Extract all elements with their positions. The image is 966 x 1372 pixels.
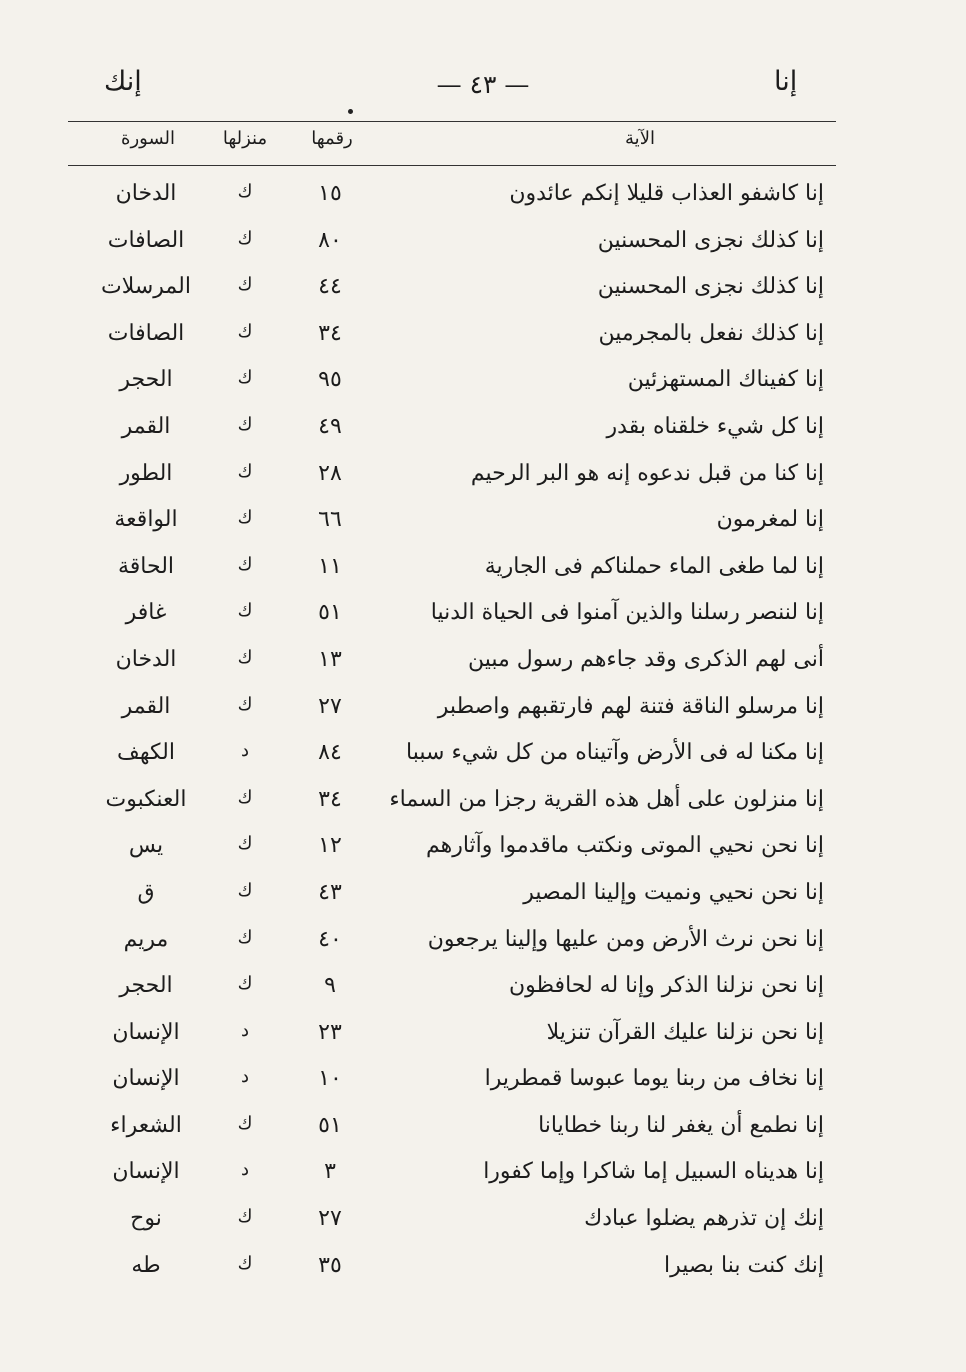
surah-name: الإنسان: [112, 1066, 180, 1092]
page-number: — ٤٣ —: [436, 70, 530, 99]
verse-number: ٢٨: [318, 460, 342, 486]
revelation-place: ك: [237, 926, 253, 948]
revelation-place: ك: [237, 600, 253, 622]
revelation-place: ك: [237, 227, 253, 249]
verse-text: إنا هديناه السبيل إما شاكرا وإما كفورا: [483, 1159, 824, 1185]
table-row: [0, 414, 966, 461]
surah-name: الحجر: [119, 367, 173, 393]
table-row: [0, 647, 966, 694]
surah-name: ق: [137, 879, 155, 905]
verse-text: إنا لمغرمون: [716, 507, 824, 533]
ink-dot: [348, 109, 353, 114]
verse-text: إنا منزلون على أهل هذه القرية رجزا من السماء: [389, 786, 824, 812]
revelation-place: د: [240, 1019, 249, 1041]
verse-number: ٨٠: [318, 227, 342, 253]
header-bottom-rule: [68, 165, 836, 166]
verse-number: ٣٤: [318, 320, 342, 346]
verse-number: ٢٧: [318, 693, 342, 719]
revelation-place: ك: [237, 786, 253, 808]
surah-name: الواقعة: [114, 507, 178, 533]
table-row: [0, 274, 966, 321]
surah-name: الكهف: [117, 740, 175, 766]
verse-text: إنا كاشفو العذاب قليلا إنكم عائدون: [509, 181, 824, 206]
verse-text: إنا نطمع أن يغفر لنا ربنا خطايانا: [538, 1112, 824, 1138]
verse-number: ٩: [324, 973, 336, 999]
table-row: [0, 1206, 966, 1253]
surah-name: المرسلات: [101, 274, 191, 300]
revelation-place: ك: [237, 181, 253, 202]
revelation-place: ك: [237, 367, 253, 389]
verse-number: ٦٦: [318, 507, 342, 533]
table-row: [0, 507, 966, 554]
surah-name: الطور: [119, 460, 173, 486]
verse-text: إنا مكنا له فى الأرض وآتيناه من كل شيء سببا: [406, 740, 824, 766]
table-row: [0, 1020, 966, 1067]
surah-name: الحاقة: [117, 553, 175, 579]
revelation-place: ك: [237, 1252, 253, 1274]
table-row: [0, 927, 966, 974]
table-row: [0, 600, 966, 647]
verse-number: ٤٣: [318, 879, 342, 905]
table-row: [0, 694, 966, 741]
verse-number: ١٠: [318, 1066, 342, 1092]
verse-number: ١٣: [318, 646, 342, 672]
verse-text: إنا نحن نزلنا الذكر وإنا له لحافظون: [508, 973, 824, 999]
surah-name: الصافات: [107, 320, 185, 346]
verse-text: إنا كل شيء خلقناه بقدر: [606, 413, 824, 439]
surah-name: نوح: [130, 1206, 162, 1232]
table-row: [0, 367, 966, 414]
surah-name: الإنسان: [112, 1159, 180, 1185]
verse-text: إنا نخاف من ربنا يوما عبوسا قمطريرا: [484, 1066, 824, 1092]
table-row: [0, 1253, 966, 1300]
column-header-number: رقمها: [311, 128, 353, 149]
verse-text: إنك كنت بنا بصيرا: [663, 1252, 824, 1278]
header-top-rule: [68, 121, 836, 122]
verse-text: إنا لما طغى الماء حملناكم فى الجارية: [484, 553, 824, 579]
verse-number: ٣٥: [318, 1252, 342, 1278]
revelation-place: ك: [237, 1112, 253, 1134]
verse-number: ٢٣: [318, 1019, 342, 1045]
revelation-place: د: [240, 1066, 249, 1088]
verse-number: ١٢: [318, 833, 342, 859]
surah-name: العنكبوت: [105, 786, 187, 812]
surah-name: الشعراء: [110, 1112, 182, 1138]
surah-name: القمر: [121, 693, 171, 719]
revelation-place: د: [240, 740, 249, 762]
revelation-place: ك: [237, 507, 253, 529]
surah-name: الإنسان: [112, 1019, 180, 1045]
revelation-place: ك: [237, 413, 253, 435]
table-row: [0, 181, 966, 228]
verse-text: إنا لننصر رسلنا والذين آمنوا فى الحياة الدنيا: [430, 600, 824, 626]
revelation-place: ك: [237, 879, 253, 901]
revelation-place: ك: [237, 553, 253, 575]
verse-number: ٩٥: [318, 367, 342, 393]
running-header-left: إنك: [104, 66, 142, 97]
table-row: [0, 321, 966, 368]
table-row: [0, 833, 966, 880]
revelation-place: د: [240, 1159, 249, 1181]
verse-number: ٤٤: [318, 274, 342, 300]
revelation-place: ك: [237, 320, 253, 342]
verse-number: ١٥: [318, 181, 342, 206]
verse-text: إنا كذلك نفعل بالمجرمين: [598, 320, 824, 346]
surah-name: مريم: [123, 926, 169, 952]
surah-name: يس: [128, 833, 164, 859]
surah-name: الحجر: [119, 973, 173, 999]
revelation-place: ك: [237, 833, 253, 855]
verse-text: إنا كنا من قبل ندعوه إنه هو البر الرحيم: [470, 460, 824, 486]
column-header-place: منزلها: [222, 128, 268, 149]
table-row: [0, 461, 966, 508]
verse-text: إنا كذلك نجزى المحسنين: [597, 227, 824, 253]
table-row: [0, 740, 966, 787]
verse-text: إنا كفيناك المستهزئين: [627, 367, 824, 393]
verse-text: إنك إن تذرهم يضلوا عبادك: [584, 1206, 824, 1232]
verse-number: ٤٠: [318, 926, 342, 952]
revelation-place: ك: [237, 274, 253, 296]
verse-number: ٣٤: [318, 786, 342, 812]
table-row: [0, 787, 966, 834]
surah-name: غافر: [125, 600, 167, 626]
verse-number: ٥١: [318, 600, 342, 626]
table-row: [0, 1066, 966, 1113]
verse-text: أنى لهم الذكرى وقد جاءهم رسول مبين: [467, 646, 824, 672]
verse-text: إنا نحن نزلنا عليك القرآن تنزيلا: [546, 1019, 824, 1045]
verse-text: إنا نحن نحيي ونميت وإلينا المصير: [523, 879, 824, 905]
column-header-surah: السورة: [121, 128, 175, 149]
surah-name: الصافات: [107, 227, 185, 253]
table-row: [0, 880, 966, 927]
revelation-place: ك: [237, 973, 253, 995]
table-row: [0, 1159, 966, 1206]
revelation-place: ك: [237, 646, 253, 668]
surah-name: القمر: [121, 413, 171, 439]
verse-number: ٥١: [318, 1112, 342, 1138]
index-table: [0, 181, 966, 1299]
table-row: [0, 554, 966, 601]
verse-text: إنا كذلك نجزى المحسنين: [597, 274, 824, 300]
verse-text: إنا مرسلو الناقة فتنة لهم فارتقبهم واصطبر: [437, 693, 824, 719]
running-header-right: إنا: [774, 66, 798, 97]
surah-name: طه: [131, 1252, 161, 1278]
verse-number: ٣: [324, 1159, 336, 1185]
verse-number: ٤٩: [318, 413, 342, 439]
revelation-place: ك: [237, 460, 253, 482]
verse-number: ١١: [318, 553, 342, 579]
verse-number: ٢٧: [318, 1206, 342, 1232]
column-header-verse: الآية: [625, 128, 655, 149]
table-row: [0, 1113, 966, 1160]
surah-name: الدخان: [115, 181, 177, 206]
revelation-place: ك: [237, 693, 253, 715]
surah-name: الدخان: [115, 646, 177, 672]
verse-text: إنا نحن نحيي الموتى ونكتب ماقدموا وآثارهم: [425, 833, 824, 859]
verse-text: إنا نحن نرث الأرض ومن عليها وإلينا يرجعون: [427, 926, 824, 952]
revelation-place: ك: [237, 1206, 253, 1228]
table-row: [0, 973, 966, 1020]
table-row: [0, 228, 966, 275]
verse-number: ٨٤: [318, 740, 342, 766]
